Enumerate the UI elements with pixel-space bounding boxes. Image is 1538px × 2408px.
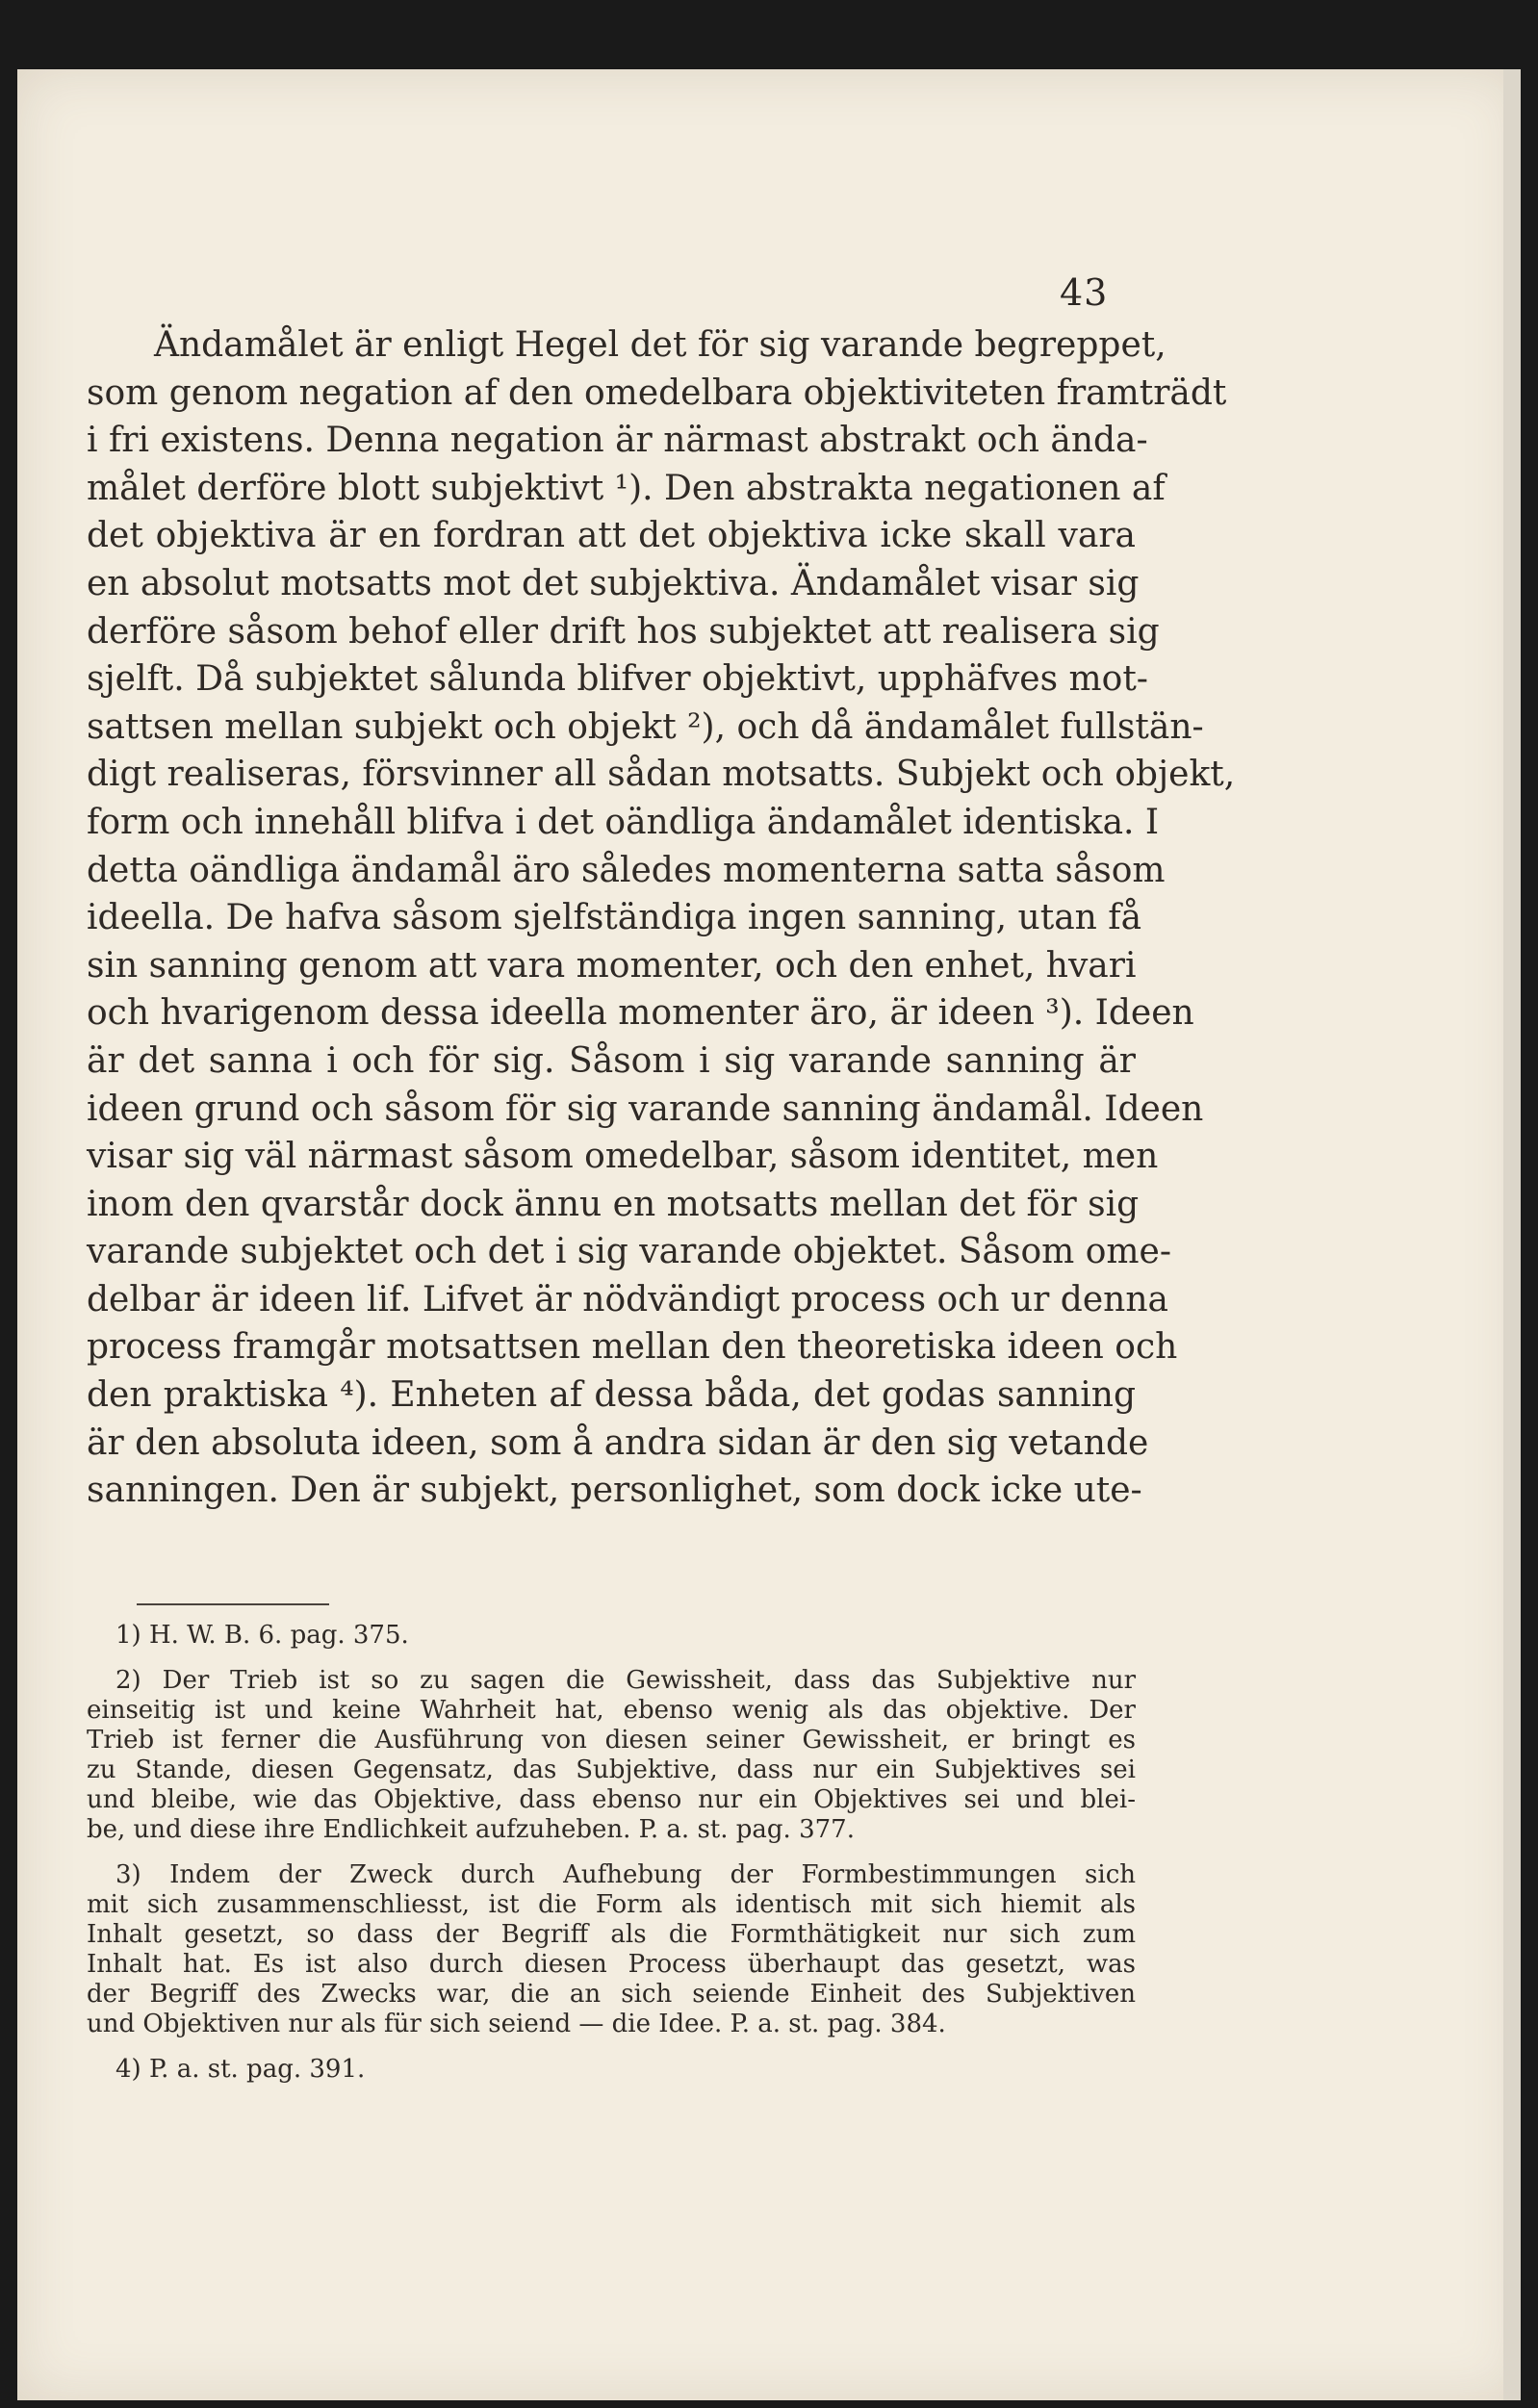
footnote-line: 3) Indem der Zweck durch Aufhebung der Formbestimmungen sich (115, 1860, 1136, 1889)
text-line: varande subjektet och det i sig varande objektet. Såsom ome- (87, 1232, 1171, 1272)
footnote-line: Trieb ist ferner die Ausführung von diesen seiner Gewissheit, er bringt es (87, 1726, 1136, 1755)
text-line: är den absoluta ideen, som å andra sidan är den sig vetande (87, 1422, 1149, 1463)
footnote-line: der Begriff des Zwecks war, die an sich seiende Einheit des Subjektiven (87, 1980, 1136, 2009)
footnote-line: und bleibe, wie das Objektive, dass ebenso nur ein Objektives sei und blei- (87, 1785, 1136, 1814)
text-line: derföre såsom behof eller drift hos subjektet att realisera sig (87, 611, 1160, 652)
text-line: i fri existens. Denna negation är närmast abstrakt och ända- (87, 421, 1148, 461)
text-line: är det sanna i och för sig. Såsom i sig varande sanning är (87, 1040, 1136, 1081)
text-line: delbar är ideen lif. Lifvet är nödvändigt process och ur denna (87, 1279, 1168, 1319)
scan-edge (1503, 69, 1521, 2400)
footnote-line: 2) Der Trieb ist so zu sagen die Gewissheit, dass das Subjektive nur (115, 1666, 1136, 1695)
footnote-divider (137, 1603, 329, 1605)
footnote-line: be, und diese ihre Endlichkeit aufzuheben. P. a. st. pag. 377. (87, 1815, 855, 1844)
book-page (17, 69, 1521, 2400)
footnote-line: mit sich zusammenschliesst, ist die Form als identisch mit sich hiemit als (87, 1890, 1136, 1919)
text-line: en absolut motsatts mot det subjektiva. Ändamålet visar sig (87, 563, 1140, 603)
footnote-line: und Objektiven nur als für sich seiend — die Idee. P. a. st. pag. 384. (87, 2010, 946, 2038)
text-line: sjelft. Då subjektet sålunda blifver objektivt, upphäfves mot- (87, 659, 1148, 700)
footnote-line: 1) H. W. B. 6. pag. 375. (115, 1621, 409, 1650)
text-line: process framgår motsattsen mellan den theoretiska ideen och (87, 1327, 1178, 1368)
text-line: det objektiva är en fordran att det objektiva icke skall vara (87, 516, 1136, 556)
text-line: Ändamålet är enligt Hegel det för sig varande begreppet, (154, 325, 1166, 365)
text-line: digt realiseras, försvinner all sådan motsatts. Subjekt och objekt, (87, 755, 1236, 795)
page-number: 43 (1060, 271, 1109, 314)
text-line: och hvarigenom dessa ideella momenter äro, är ideen ³). Ideen (87, 993, 1194, 1034)
text-line: sin sanning genom att vara momenter, och den enhet, hvari (87, 945, 1137, 986)
text-line: sanningen. Den är subjekt, personlighet, som dock icke ute- (87, 1471, 1142, 1511)
main-text (87, 321, 1236, 1515)
footnote-line: Inhalt gesetzt, so dass der Begriff als die Formthätigkeit nur sich zum (87, 1920, 1136, 1949)
footnote-3 (87, 1860, 1136, 2039)
text-line: visar sig väl närmast såsom omedelbar, såsom identitet, men (87, 1137, 1159, 1177)
footnote-1 (87, 1621, 1136, 1651)
text-line: målet derföre blott subjektivt ¹). Den abstrakta negationen af (87, 468, 1166, 508)
footnote-4 (87, 2055, 1136, 2085)
text-line: som genom negation af den omedelbara objektiviteten framträdt (87, 372, 1227, 413)
footnote-2 (87, 1666, 1136, 1845)
footnote-line: einseitig ist und keine Wahrheit hat, ebenso wenig als das objektive. Der (87, 1696, 1136, 1725)
text-line: den praktiska ⁴). Enheten af dessa båda, det godas sanning (87, 1375, 1136, 1416)
footnotes (87, 1621, 1136, 2100)
text-line: inom den qvarstår dock ännu en motsatts mellan det för sig (87, 1184, 1140, 1224)
text-line: detta oändliga ändamål äro således momenterna satta såsom (87, 850, 1166, 890)
text-line: sattsen mellan subjekt och objekt ²), och då ändamålet fullstän- (87, 706, 1204, 747)
footnote-line: zu Stande, diesen Gegensatz, das Subjektive, dass nur ein Subjektives sei (87, 1755, 1136, 1784)
text-line: ideen grund och såsom för sig varande sanning ändamål. Ideen (87, 1089, 1204, 1129)
text-line: form och innehåll blifva i det oändliga ändamålet identiska. I (87, 802, 1160, 842)
text-line: ideella. De hafva såsom sjelfständiga ingen sanning, utan få (87, 898, 1142, 938)
footnote-line: Inhalt hat. Es ist also durch diesen Process überhaupt das gesetzt, was (87, 1950, 1136, 1979)
footnote-line: 4) P. a. st. pag. 391. (115, 2055, 366, 2084)
